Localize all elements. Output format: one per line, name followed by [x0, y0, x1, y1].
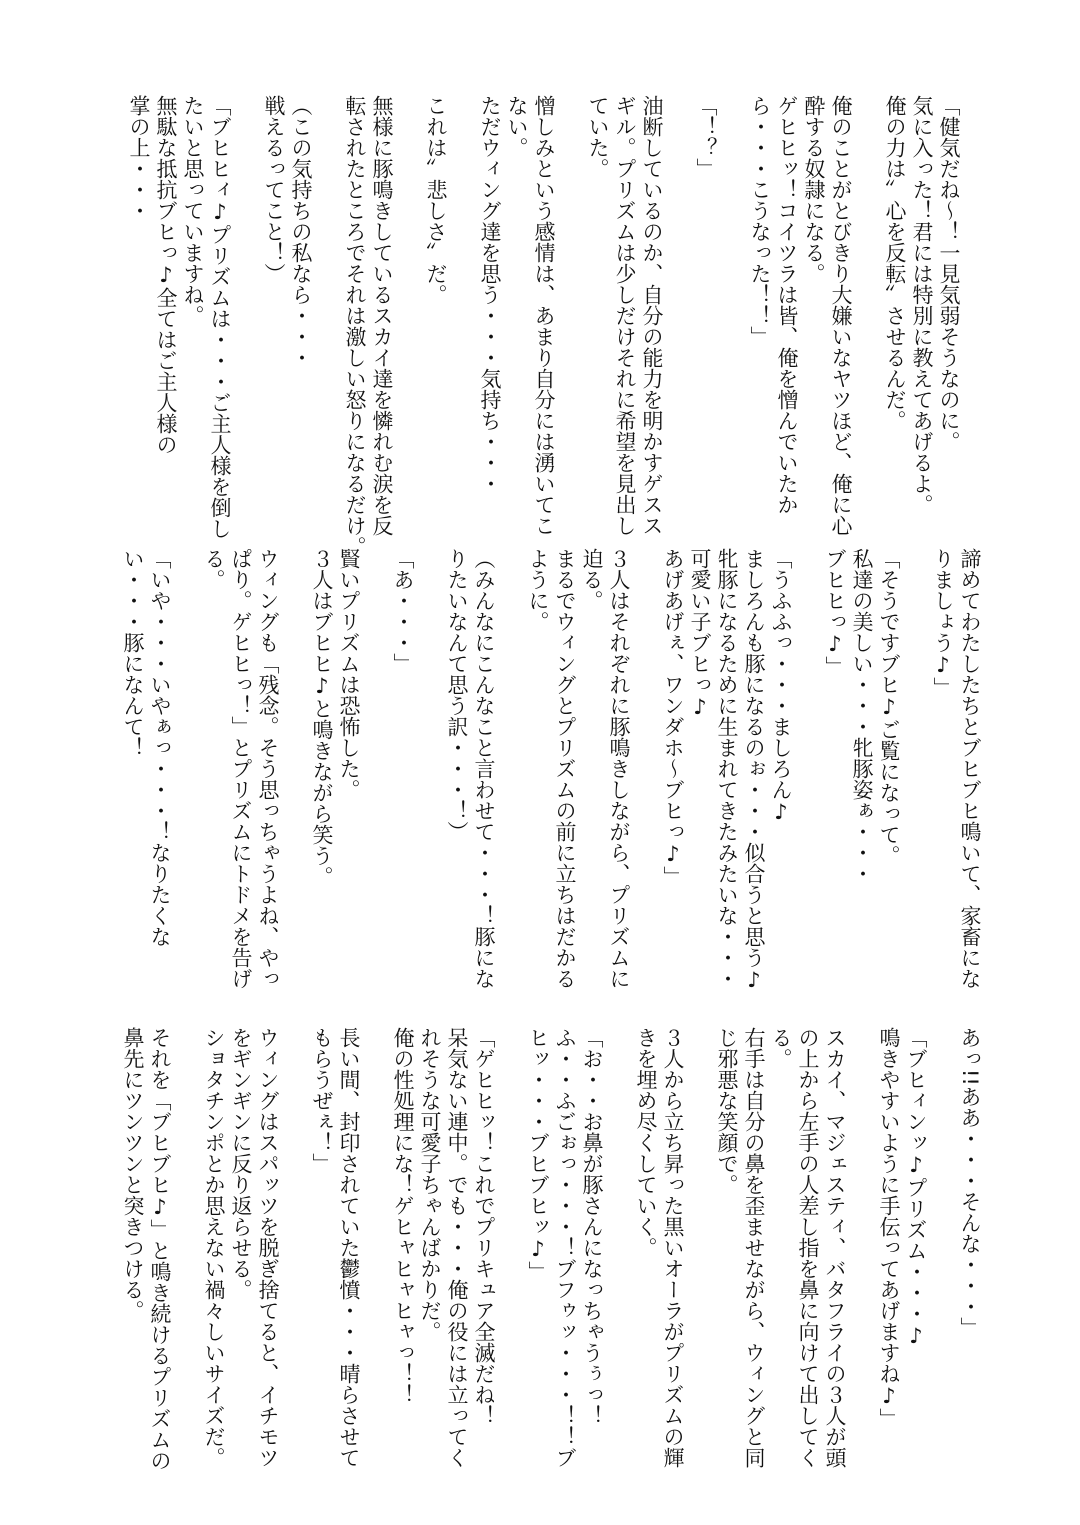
text-line: （この気持ちの私なら・・・ — [289, 95, 313, 368]
text-line — [848, 1027, 875, 1477]
text-line — [233, 95, 260, 545]
text-line: ゲヒヒッ！コイツラは皆、俺を憎んでいたか — [775, 95, 799, 515]
text-line: ギル。プリズムは少しだけそれに希望を見出し — [613, 95, 637, 536]
text-line: それを「ブヒブヒ♪」と鳴き続けるプリズムの — [148, 1027, 172, 1471]
text-line: ショタチンポとか思えない禍々しいサイズだ。 — [202, 1027, 226, 1468]
text-line: ていた。 — [586, 95, 610, 179]
text-line: ウィングはスパッツを脱ぎ捨てると、イチモツ — [256, 1027, 280, 1468]
text-line — [281, 1027, 308, 1477]
text-line: 「ブヒヒィ♪プリズムは・・・ご主人様を倒し — [208, 95, 232, 539]
text-line — [605, 1027, 632, 1477]
text-line: 「お・・お鼻が豚さんになっちゃうぅっ！ — [580, 1027, 604, 1426]
text-line: 長い間、封印されていた鬱憤・・・晴らさせて — [337, 1027, 361, 1468]
text-line: 牝豚になるために生まれてきたみたいな・・・ — [715, 548, 739, 989]
text-line — [854, 95, 881, 545]
text-line: い・・・豚になんて！ — [121, 548, 145, 758]
text-line — [665, 95, 692, 545]
text-line: 「ゲヒヒッ！これでプリキュア全滅だね！ — [472, 1027, 496, 1426]
text-line: ３人から立ち昇った黒いオーラがプリズムの輝 — [661, 1027, 685, 1468]
text-line: 諦めてわたしたちとブヒブヒ鳴いて、家畜にな — [958, 548, 982, 989]
text-line: これは〟悲しさ〟だ。 — [424, 95, 448, 305]
text-line: 「うふふっ・・・ましろん♪ — [769, 548, 793, 824]
text-line: じ邪悪な笑顔で。 — [715, 1027, 739, 1195]
text-line: る。 — [202, 548, 226, 590]
text-line — [686, 1027, 713, 1477]
text-line: 酔する奴隷になる。 — [802, 95, 826, 284]
text-line — [902, 548, 929, 998]
text-line: 鳴きやすいように手伝ってあげますね♪」 — [877, 1027, 901, 1429]
text-line — [173, 548, 200, 998]
text-block-middle — [119, 548, 983, 998]
text-line: 「ブヒィンッ♪プリズム・・・♪ — [904, 1027, 928, 1348]
text-line: 油断しているのか、自分の能力を明かすゲスス — [640, 95, 664, 536]
text-line: ３人はブヒヒ♪と鳴きながら笑う。 — [310, 548, 334, 887]
text-line: れそうな可愛子ちゃんばかりだ。 — [418, 1027, 442, 1342]
text-line: 賢いプリズムは恐怖した。 — [337, 548, 361, 800]
text-line — [632, 548, 659, 998]
text-line: 迫る。 — [580, 548, 604, 611]
text-line: 俺の力は〟心を反転〟させるんだ。 — [883, 95, 907, 431]
text-line — [497, 1027, 524, 1477]
text-line: 転されたところでそれは激しい怒りになるだけ。 — [343, 95, 367, 557]
text-line — [794, 548, 821, 998]
text-line: ヒッ・・・ブヒブヒッ♪」 — [526, 1027, 550, 1282]
text-line: 私達の美しい・・・牝豚姿ぁ・・・ — [850, 548, 874, 884]
text-line: ３人はそれぞれに豚鳴きしながら、プリズムに — [607, 548, 631, 989]
text-line — [314, 95, 341, 545]
text-line: たいと思っていますね。 — [181, 95, 205, 326]
text-line: ましろんも豚になるのぉ・・・似合うと思う♪ — [742, 548, 766, 992]
text-line — [497, 548, 524, 998]
text-line — [362, 1027, 389, 1477]
text-line: ただウィング達を思う・・・気持ち・・・ — [478, 95, 502, 494]
text-line: きを埋め尽くしていく。 — [634, 1027, 658, 1258]
text-line: 鼻先にツンツンと突きつける。 — [121, 1027, 145, 1321]
text-line: 「いや・・・いやぁっ・・・！なりたくな — [148, 548, 172, 947]
text-line: ウィングも「残念。そう思っちゃうよね、やっ — [256, 548, 280, 989]
text-block-bottom — [119, 1027, 983, 1477]
text-line: 無駄な抵抗ブヒっ♪全てはご主人様の — [154, 95, 178, 455]
text-line: ように。 — [526, 548, 550, 632]
text-line: 俺のことがとびきり大嫌いなヤツほど、俺に心 — [829, 95, 853, 536]
text-line: 「健気だね～！一見気弱そうなのに。 — [937, 95, 961, 452]
text-line: 戦えるってこと！） — [262, 95, 286, 284]
text-line: ブヒヒっ♪」 — [823, 548, 847, 677]
text-line — [557, 95, 584, 545]
text-line — [281, 548, 308, 998]
text-line: ふ・・ふごぉっ・・・！ブフゥッ・・・！！ブ — [553, 1027, 577, 1468]
text-line: もらうぜぇ！」 — [310, 1027, 334, 1174]
text-line: 「そうですブヒ♪ご覧になって。 — [877, 548, 901, 866]
text-line: 憎しみという感情は、あまり自分には湧いてこ — [532, 95, 556, 536]
text-line: 右手は自分の鼻を歪ませながら、ウィングと同 — [742, 1027, 766, 1468]
text-line: 「！？」 — [694, 95, 718, 179]
text-line: りたいなんて思う訳・・・！） — [445, 548, 469, 842]
text-block-top — [125, 95, 962, 557]
text-line: をギンギンに反り返らせる。 — [229, 1027, 253, 1300]
text-line: スカイ、マジェスティ、バタフライの３人が頭 — [823, 1027, 847, 1468]
text-line: 無様に豚鳴きしているスカイ達を憐れむ涙を反 — [370, 95, 394, 536]
text-line: の上から左手の人差し指を鼻に向けて出してく — [796, 1027, 820, 1468]
text-line: 可愛い子ブヒっ♪ — [688, 548, 712, 719]
text-line: 気に入った！君には特別に教えてあげるよ。 — [910, 95, 934, 515]
text-line: ら・・・こうなった！！」 — [748, 95, 772, 347]
text-line — [719, 95, 746, 545]
text-line: ない。 — [505, 95, 529, 158]
text-line: 掌の上・・・ — [127, 95, 151, 221]
text-line — [395, 95, 422, 545]
text-line: 「あ・・・」 — [391, 548, 415, 674]
text-line: （みんなにこんなこと言わせて・・・！豚にな — [472, 548, 496, 989]
text-line: 俺の性処理にな！ゲヒャヒャヒャっ！！ — [391, 1027, 415, 1405]
text-line: ぱり。ゲヒヒっ！」とプリズムにトドメを告げ — [229, 548, 253, 989]
text-line: 呆気ない連中。でも・・・俺の役には立ってく — [445, 1027, 469, 1468]
text-line: あげあげぇ、ワンダホ～ブヒっ♪」 — [661, 548, 685, 887]
text-line: る。 — [769, 1027, 793, 1069]
text-line — [173, 1027, 200, 1477]
text-line — [416, 548, 443, 998]
text-line — [449, 95, 476, 545]
text-line: まるでウィングとプリズムの前に立ちはだかる — [553, 548, 577, 989]
text-line — [362, 548, 389, 998]
text-line — [929, 1027, 956, 1477]
text-line: あっ!!ああ・・・そんな・・・」 — [958, 1027, 982, 1338]
text-line: りましょう♪」 — [931, 548, 955, 698]
